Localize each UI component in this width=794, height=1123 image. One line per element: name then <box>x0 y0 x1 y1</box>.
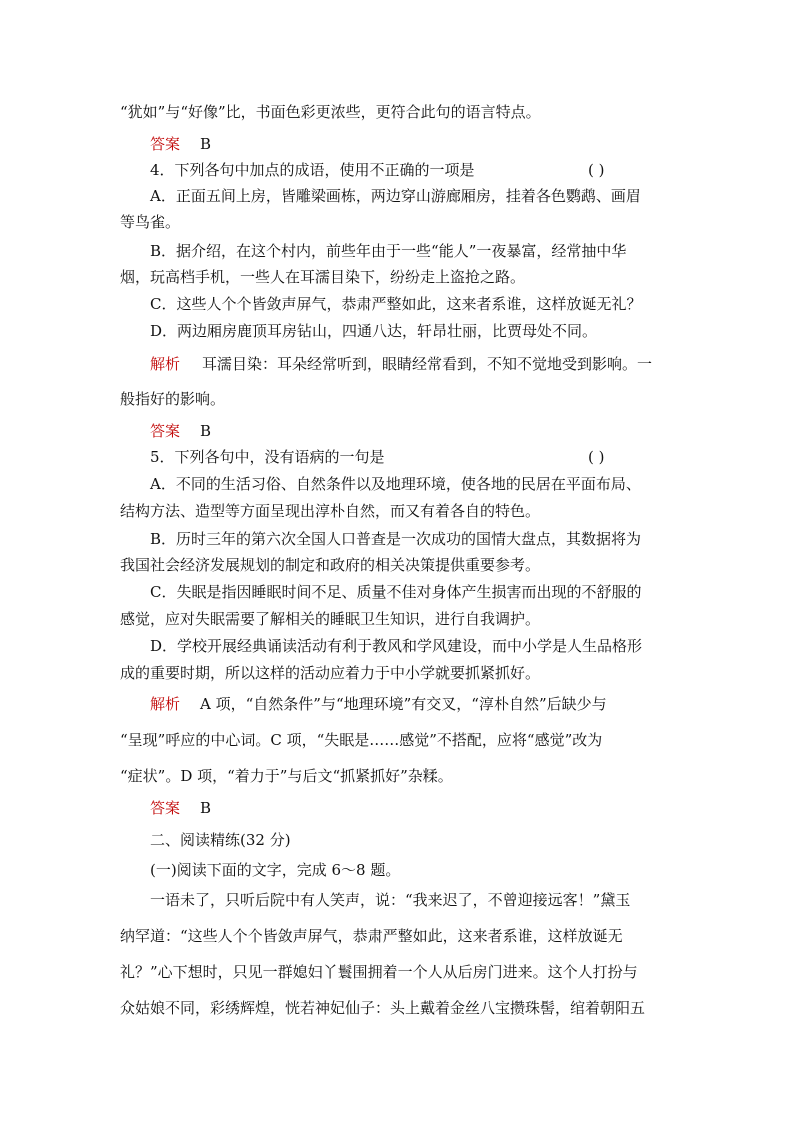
q4-option-a-cont: 等鸟雀。 <box>120 213 181 231</box>
q5-analysis-cont-1: “呈现”呼应的中心词。C 项，“失眠是……感觉”不搭配，应将“感觉”改为 <box>120 731 603 749</box>
answer-value: B <box>200 799 212 817</box>
q5-option-c: C．失眠是指因睡眠时间不足、质量不佳对身体产生损害而出现的不舒服的 <box>150 583 642 601</box>
passage-line: 众姑娘不同，彩绣辉煌，恍若神妃仙子：头上戴着金丝八宝攒珠髻，绾着朝阳五 <box>120 999 646 1017</box>
q5-option-b-cont: 我国社会经济发展规划的制定和政府的相关决策提供重要参考。 <box>120 556 541 574</box>
section-title: 二、阅读精练(32 分) <box>150 831 291 849</box>
q4-analysis-cont: 般指好的影响。 <box>120 390 226 408</box>
answer-value: B <box>200 422 212 440</box>
passage-line: 纳罕道：“这些人个个皆敛声屏气，恭肃严整如此，这来者系谁，这样放诞无 <box>120 927 623 945</box>
section-subtitle: (一)阅读下面的文字，完成 6～8 题。 <box>150 861 401 879</box>
answer-bracket: ( ) <box>588 448 605 466</box>
answer-label: 答案 <box>150 135 181 153</box>
answer-bracket: ( ) <box>588 161 605 179</box>
q5-option-d: D．学校开展经典诵读活动有利于教风和学风建设，而中小学是人生品格形 <box>150 637 643 655</box>
q4-stem: 4．下列各句中加点的成语，使用不正确的一项是 ( ) <box>0 158 794 182</box>
q4-answer <box>0 419 794 443</box>
q5-option-d-cont: 成的重要时期，所以这样的活动应着力于中小学就要抓紧抓好。 <box>120 664 541 682</box>
q5-answer <box>0 796 794 820</box>
q4-option-b: B．据介绍，在这个村内，前些年由于一些“能人”一夜暴富，经常抽中华 <box>150 242 627 260</box>
answer-label: 答案 <box>150 799 181 817</box>
q4-analysis: 解析 耳濡目染：耳朵经常听到，眼睛经常看到，不知不觉地受到影响。一 <box>0 352 794 376</box>
answer-label: 答案 <box>150 422 181 440</box>
q4-option-a: A．正面五间上房，皆雕梁画栋，两边穿山游廊厢房，挂着各色鹦鹉、画眉 <box>150 187 641 205</box>
passage-line: 一语未了，只听后院中有人笑声，说：“我来迟了，不曾迎接远客！”黛玉 <box>150 891 631 909</box>
q5-option-c-cont: 感觉，应对失眠需要了解相关的睡眠卫生知识，进行自我调护。 <box>120 610 541 628</box>
q5-option-a: A．不同的生活习俗、自然条件以及地理环境，使各地的民居在平面布局、 <box>150 475 641 493</box>
passage-line: 礼？”心下想时，只见一群媳妇丫鬟围拥着一个人从后房门进来。这个人打扮与 <box>120 963 638 981</box>
q4-option-d: D．两边厢房鹿顶耳房钻山，四通八达，轩昂壮丽，比贾母处不同。 <box>150 322 598 340</box>
q5-analysis: 解析 A 项，“自然条件”与“地理环境”有交叉，“淳朴自然”后缺少与 <box>0 692 794 716</box>
q5-stem: 5．下列各句中，没有语病的一句是 ( ) <box>0 445 794 469</box>
q3-answer <box>0 132 794 156</box>
q5-analysis-cont-2: “症状”。D 项，“着力于”与后文“抓紧抓好”杂糅。 <box>120 767 453 785</box>
q4-option-b-cont: 烟，玩高档手机，一些人在耳濡目染下，纷纷走上盗抢之路。 <box>120 268 526 286</box>
q4-option-c: C．这些人个个皆敛声屏气，恭肃严整如此，这来者系谁，这样放诞无礼？ <box>150 295 642 313</box>
answer-value: B <box>200 135 212 153</box>
analysis-label: 解析 <box>150 695 181 713</box>
prev-explanation-line: “犹如”与“好像”比，书面色彩更浓些，更符合此句的语言特点。 <box>120 103 541 121</box>
analysis-label: 解析 <box>150 355 181 373</box>
q5-option-b: B．历时三年的第六次全国人口普查是一次成功的国情大盘点，其数据将为 <box>150 530 642 548</box>
q5-option-a-cont: 结构方法、造型等方面呈现出淳朴自然，而又有着各自的特色。 <box>120 502 541 520</box>
